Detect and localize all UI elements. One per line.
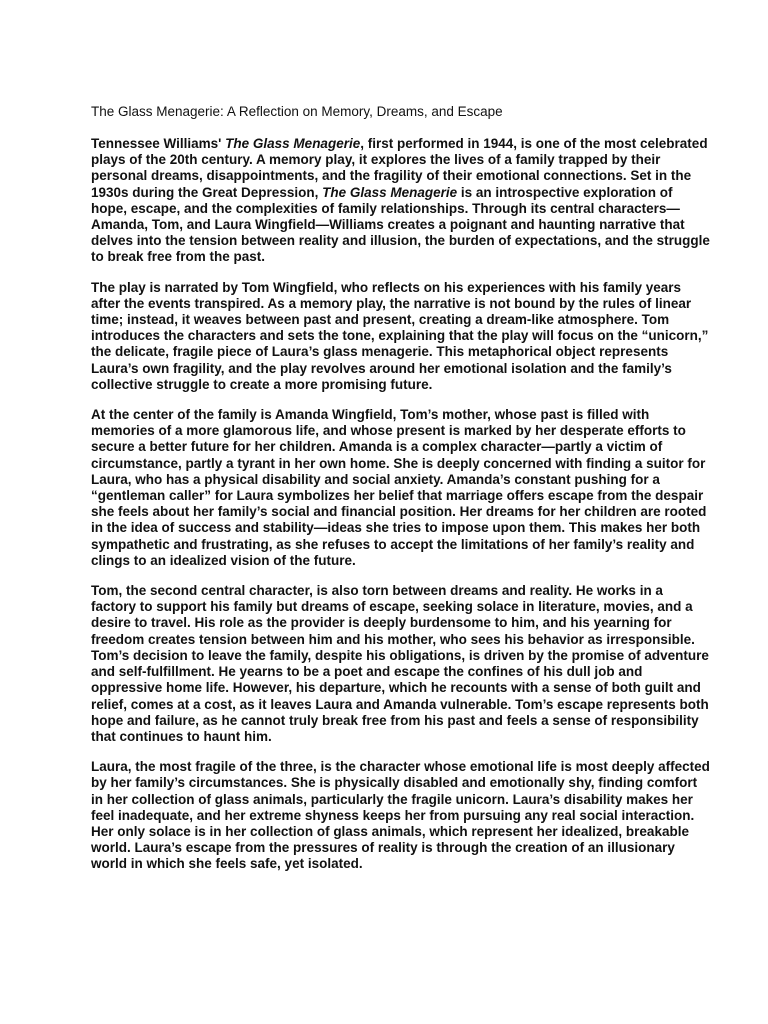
paragraph-text: Tom, the second central character, is also torn between dreams and reality. He works in a factory to support his family but dreams of escape, seeking solace in literature, movies, and a desire to travel. His role as the provider is deeply burdensome to him, and his yearning for freedom creates tension between him and his mother, who sees his behavior as irresponsible. Tom’s decision to leave the family, despite his obligations, is driven by the promise of adventure and self-fulfillment. He yearns to be a poet and escape the confines of his dull job and oppressive home life. However, his departure, which he recounts with a sense of both guilt and relief, comes at a cost, as it leaves Laura and Amanda vulnerable. Tom’s escape represents both hope and failure, as he cannot truly break free from his past and feels a sense of responsibility that continues to haunt him. bbox=[91, 583, 709, 744]
document-page bbox=[91, 104, 711, 887]
paragraph-5 bbox=[91, 759, 711, 872]
paragraph-text: is an introspective exploration of hope, escape, and the complexities of family relationships. Through its central characters—Amanda, Tom, and Laura Wingfield—Williams creates a poignant and haunting narrative that delves into the tension between reality and illusion, the burden of expectations, and the struggle to break free from the past. bbox=[91, 184, 710, 265]
paragraph-2 bbox=[91, 280, 711, 393]
play-title-italic: The Glass Menagerie bbox=[225, 136, 361, 151]
document-title: The Glass Menagerie: A Reflection on Memory, Dreams, and Escape bbox=[91, 104, 503, 119]
paragraph-1 bbox=[91, 136, 711, 266]
paragraph-4 bbox=[91, 583, 711, 745]
paragraph-3 bbox=[91, 407, 711, 569]
paragraph-text: , first performed in 1944, is one of the most celebrated plays of the 20th century. A memory play, it explores the lives of a family trapped by their personal dreams, disappointments, and the fragility of their emotional connections. Set in the 1930s during the Great Depression, bbox=[91, 136, 708, 200]
paragraph-text: At the center of the family is Amanda Wingfield, Tom’s mother, whose past is filled with memories of a more glamorous life, and whose present is marked by her desperate efforts to secure a better future for her children. Amanda is a complex character—partly a victim of circumstance, partly a tyrant in her own home. She is deeply concerned with finding a suitor for Laura, who has a physical disability and social anxiety. Amanda’s constant pushing for a “gentleman caller” for Laura symbolizes her belief that marriage offers escape from the despair she feels about her family’s social and financial position. Her dreams for her children are rooted in the idea of success and stability—ideas she tries to impose upon them. This makes her both sympathetic and frustrating, as she refuses to accept the limitations of her family’s reality and clings to an idealized vision of the future. bbox=[91, 407, 707, 568]
paragraph-text: The play is narrated by Tom Wingfield, who reflects on his experiences with his family years after the events transpired. As a memory play, the narrative is not bound by the rules of linear time; instead, it weaves between past and present, creating a dream-like atmosphere. Tom introduces the characters and sets the tone, explaining that the play will focus on the “unicorn,” the delicate, fragile piece of Laura’s glass menagerie. This metaphorical object represents Laura’s own fragility, and the play revolves around her emotional isolation and the family’s collective struggle to create a more promising future. bbox=[91, 279, 709, 392]
paragraph-text: Laura, the most fragile of the three, is the character whose emotional life is most deeply affected by her family’s circumstances. She is physically disabled and emotionally shy, finding comfort in her collection of glass animals, particularly the fragile unicorn. Laura’s disability makes her feel inadequate, and her extreme shyness keeps her from pursuing any real social interaction. Her only solace is in her collection of glass animals, which represent her idealized, breakable world. Laura’s escape from the pressures of reality is through the creation of an illusionary world in which she feels safe, yet isolated. bbox=[91, 759, 710, 872]
paragraph-text: Tennessee Williams' bbox=[91, 136, 226, 151]
play-title-italic: The Glass Menagerie bbox=[322, 184, 458, 200]
